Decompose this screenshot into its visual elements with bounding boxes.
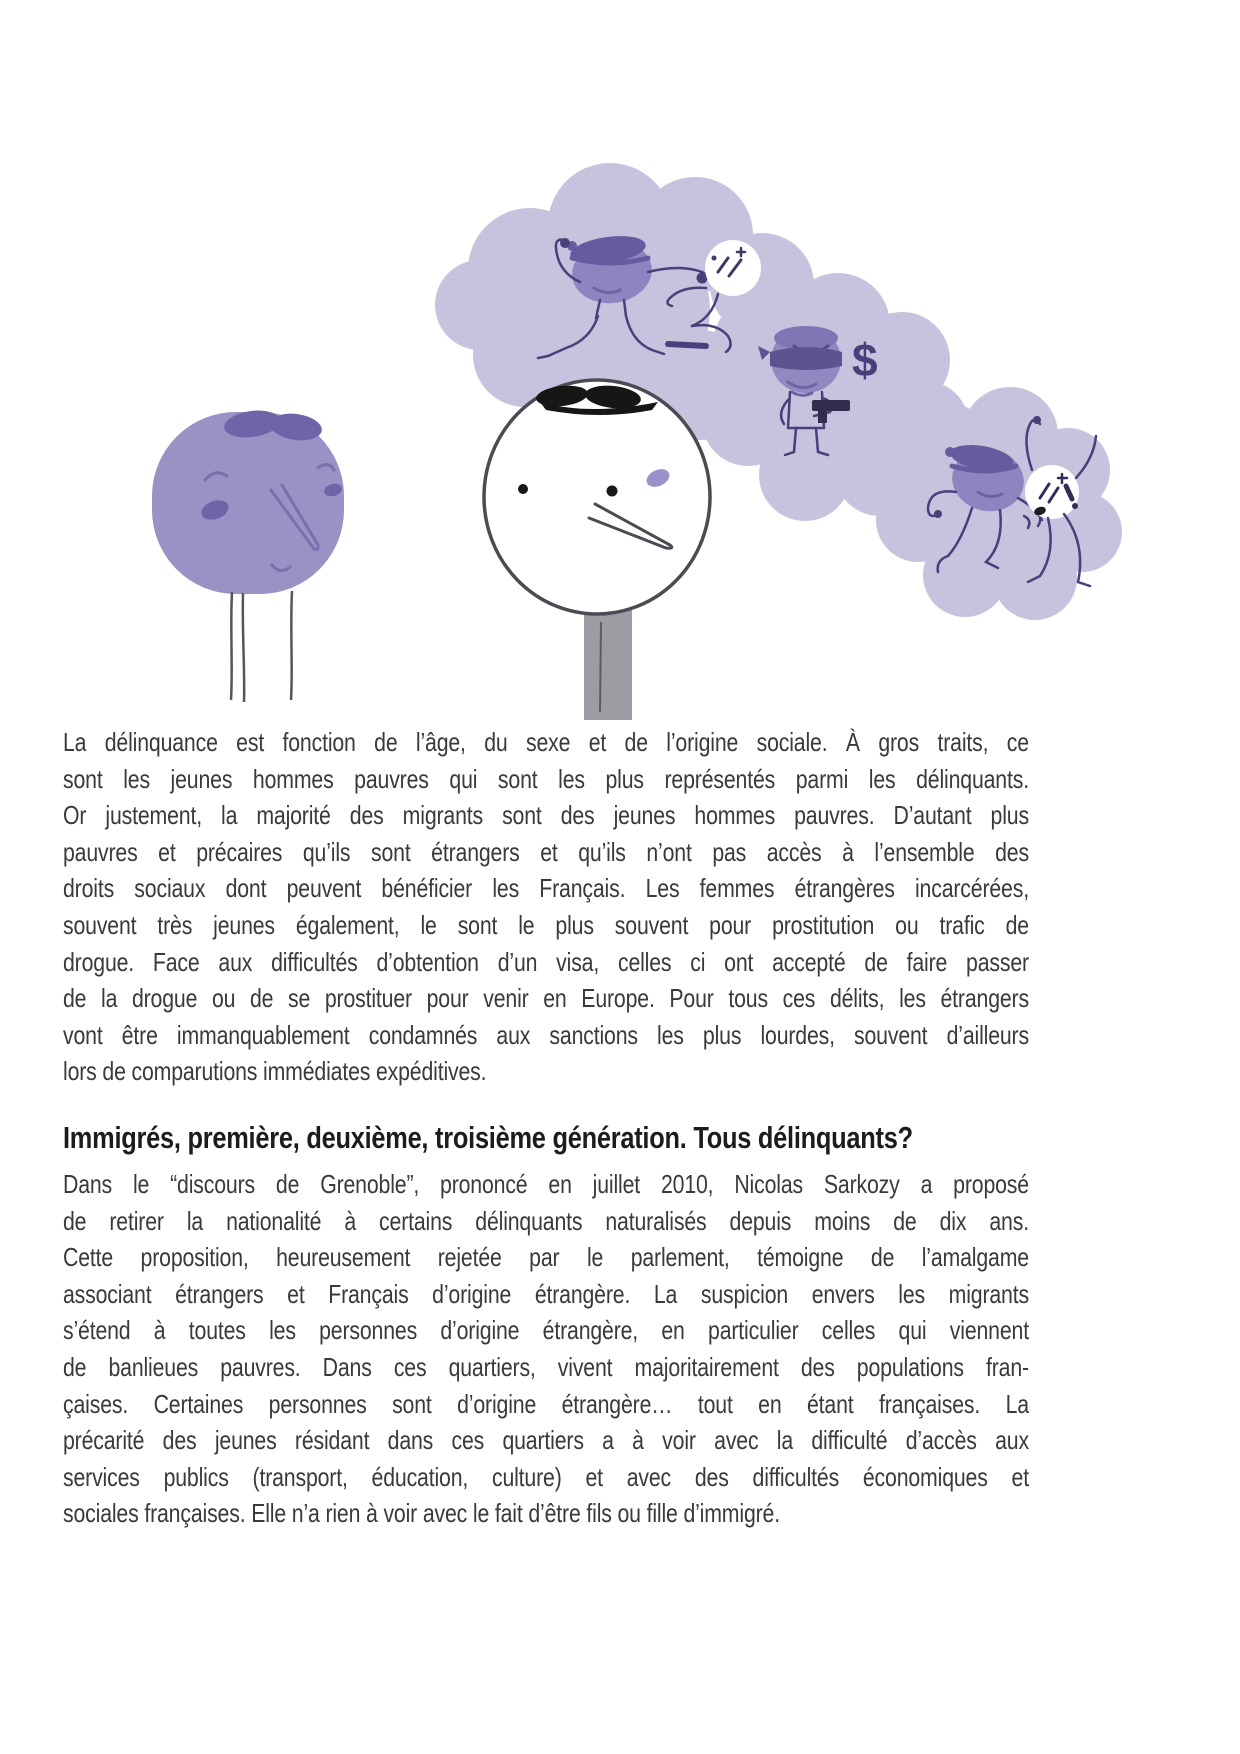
text-line: de la drogue ou de se prostituer pour venir en Europe. Pour tous ces délits, les étrangers bbox=[63, 983, 1029, 1014]
text-line: souvent très jeunes également, le sont le plus souvent pour prostitution ou trafic de bbox=[63, 909, 1029, 940]
text-line: sont les jeunes hommes pauvres qui sont les plus représentés parmi les délinquants. bbox=[63, 763, 1029, 794]
purple-character bbox=[152, 407, 344, 702]
mask-band-icon bbox=[770, 347, 842, 370]
section-heading-block bbox=[63, 1118, 1029, 1158]
eye-right bbox=[607, 486, 618, 497]
illustration bbox=[0, 0, 1240, 720]
text-line: lors de comparutions immédiates expéditives. bbox=[63, 1056, 487, 1087]
grawlix-bubble-icon bbox=[705, 240, 761, 296]
text-line: droits sociaux dont peuvent bénéficier les Français. Les femmes étrangères incarcérées, bbox=[63, 873, 1029, 904]
eye-left bbox=[518, 484, 528, 494]
gun-icon bbox=[812, 400, 850, 411]
section-heading: Immigrés, première, deuxième, troisième génération. Tous délinquants? bbox=[63, 1120, 913, 1155]
legs bbox=[231, 591, 292, 702]
text-line: sociales françaises. Elle n’a rien à voir avec le fait d’être fils ou fille d’immigré. bbox=[63, 1498, 780, 1529]
text-line: Cette proposition, heureusement rejetée par le parlement, témoigne de l’amalgame bbox=[63, 1242, 1029, 1273]
man-head bbox=[484, 380, 710, 614]
neck bbox=[584, 598, 632, 720]
text-line: de retirer la nationalité à certains délinquants naturalisés depuis moins de dix ans. bbox=[63, 1205, 1029, 1236]
text-line: associant étrangers et Français d’origine étrangère. La suspicion envers les migrants bbox=[63, 1278, 1029, 1309]
text-line: drogue. Face aux difficultés d’obtention d’un visa, celles ci ont accepté de faire passer bbox=[63, 946, 1029, 977]
man-character bbox=[484, 380, 710, 720]
dollar-sign-icon: $ bbox=[852, 334, 878, 386]
text-line: Or justement, la majorité des migrants sont des jeunes hommes pauvres. D’autant plus bbox=[63, 800, 1029, 831]
text-line: s’étend à toutes les personnes d’origine étrangère, en particulier celles qui viennent bbox=[63, 1315, 1029, 1346]
text-line: Dans le “discours de Grenoble”, prononcé en juillet 2010, Nicolas Sarkozy a proposé bbox=[63, 1169, 1029, 1199]
paragraph-generations bbox=[63, 1166, 1029, 1532]
text-line: précarité des jeunes résidant dans ces quartiers a à voir avec la difficulté d’accès aux bbox=[63, 1425, 1029, 1456]
text-line: pauvres et précaires qu’ils sont étrangers et qu’ils n’ont pas accès à l’ensemble des bbox=[63, 836, 1029, 867]
text-line: de banlieues pauvres. Dans ces quartiers, vivent majoritairement des populations fran- bbox=[63, 1351, 1029, 1382]
text-line: La délinquance est fonction de l’âge, du sexe et de l’origine sociale. À gros traits, ce bbox=[63, 727, 1029, 757]
text-line: vont être immanquablement condamnés aux sanctions les plus lourdes, souvent d’ailleurs bbox=[63, 1019, 1029, 1050]
text-line: çaises. Certaines personnes sont d’origine étrangère… tout en étant françaises. La bbox=[63, 1388, 1029, 1419]
paragraph-delinquance bbox=[63, 724, 1029, 1090]
text-line: services publics (transport, éducation, culture) et avec des difficultés économiques et bbox=[63, 1461, 1029, 1492]
purple-character-head bbox=[152, 412, 344, 594]
